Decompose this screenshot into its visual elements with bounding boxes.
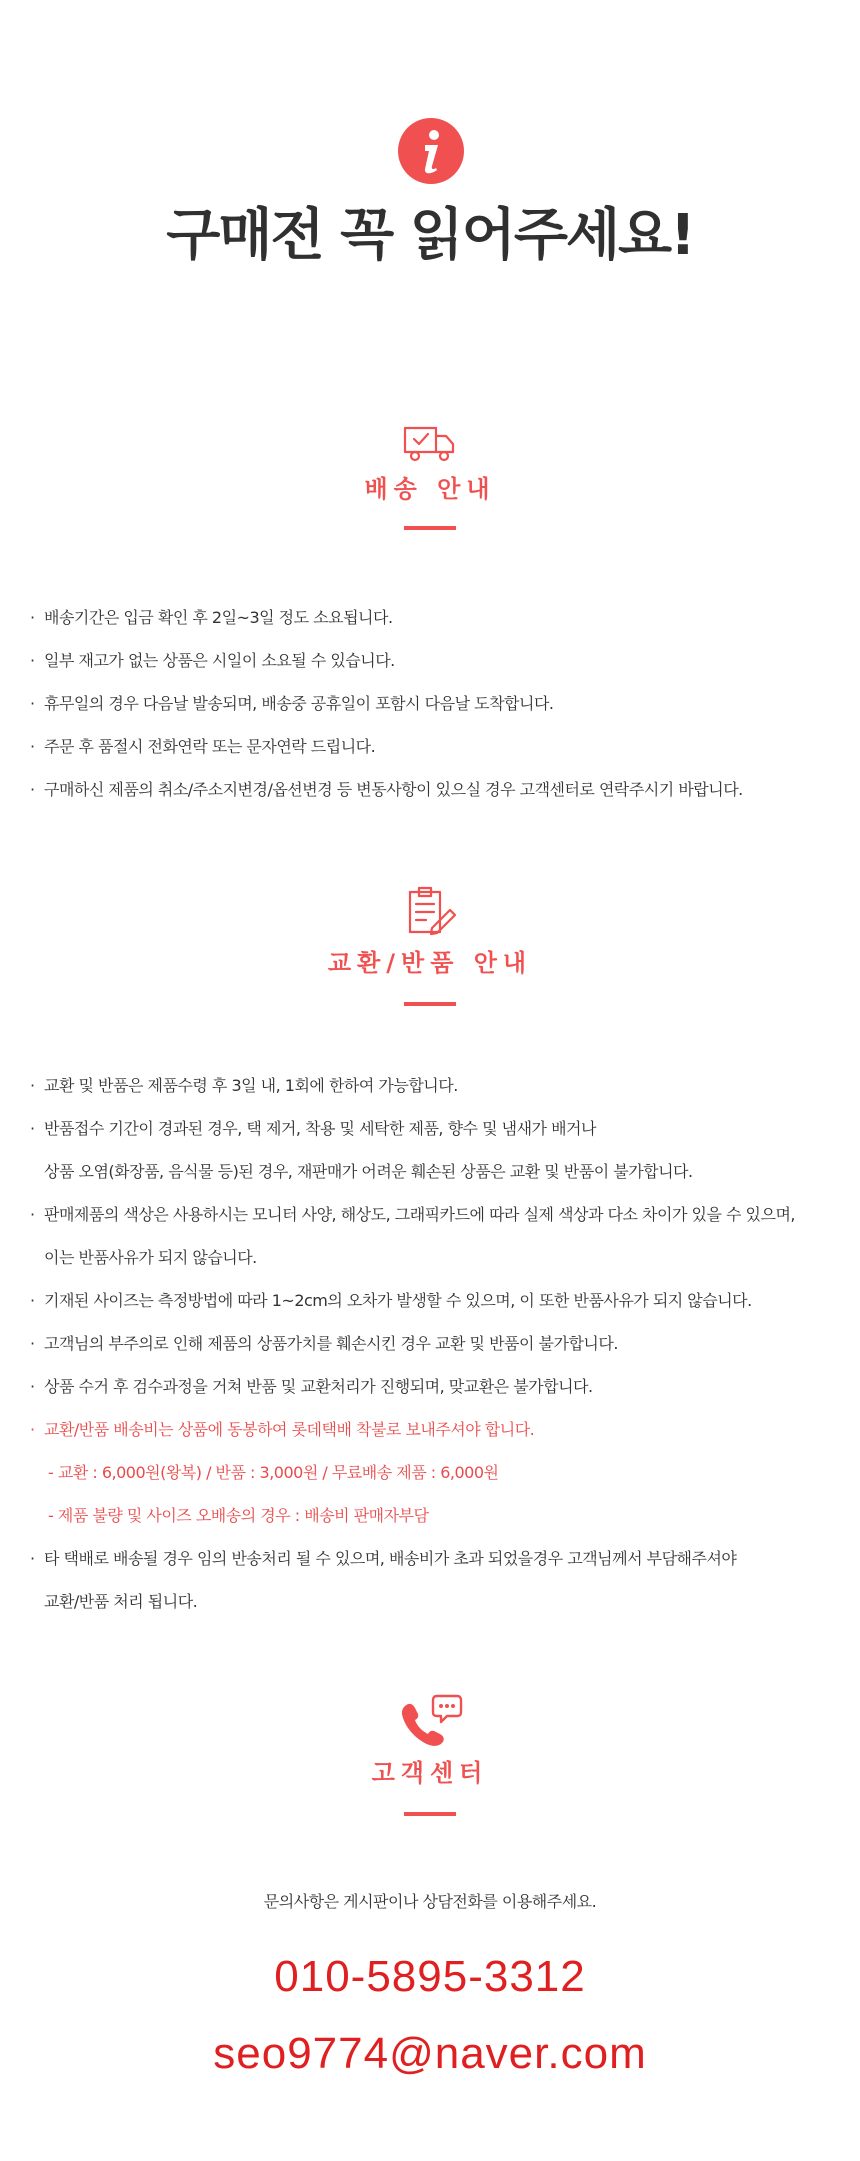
hero-section — [0, 0, 860, 300]
list-item: · 상품 수거 후 검수과정을 거쳐 반품 및 교환처리가 진행되며, 맞교환은 불가합니다. — [30, 1377, 593, 1396]
section-divider — [404, 1812, 456, 1816]
list-item: · 주문 후 품절시 전화연락 또는 문자연락 드립니다. — [30, 737, 376, 756]
exchange-section-head — [0, 884, 860, 1006]
section-divider — [404, 526, 456, 530]
cs-email-address[interactable]: seo9774@naver.com — [213, 2029, 647, 2078]
list-item: · 반품접수 기간이 경과된 경우, 택 제거, 착용 및 세탁한 제품, 향수 및 냄새가 배거나 — [30, 1119, 596, 1138]
list-item: · 구매하신 제품의 취소/주소지변경/옵션변경 등 변동사항이 있으실 경우 고객센터로 연락주시기 바랍니다. — [30, 780, 743, 799]
exchange-list — [30, 1064, 830, 1623]
shipping-fee-detail: - 교환 : 6,000원(왕복) / 반품 : 3,000원 / 무료배송 제품 : 6,000원 — [48, 1463, 499, 1482]
cs-phone-number[interactable]: 010-5895-3312 — [274, 1952, 586, 2001]
list-item: · 일부 재고가 없는 상품은 시일이 소요될 수 있습니다. — [30, 651, 395, 670]
delivery-truck-icon — [402, 424, 458, 464]
shipping-title: 배송 안내 — [364, 475, 496, 503]
list-item: · 고객님의 부주의로 인해 제품의 상품가치를 훼손시킨 경우 교환 및 반품이 불가합니다. — [30, 1334, 618, 1353]
list-item: · 타 택배로 배송될 경우 임의 반송처리 될 수 있으며, 배송비가 초과 되었을경우 고객님께서 부담해주셔야 — [30, 1549, 737, 1568]
cs-section-head — [0, 1692, 860, 1816]
list-item: · 기재된 사이즈는 측정방법에 따라 1~2cm의 오차가 발생할 수 있으며, 이 또한 반품사유가 되지 않습니다. — [30, 1291, 752, 1310]
cs-title: 고객센터 — [371, 1759, 489, 1787]
list-item-continued: 교환/반품 처리 됩니다. — [44, 1592, 198, 1611]
defect-fee-detail: - 제품 불량 및 사이즈 오배송의 경우 : 배송비 판매자부담 — [48, 1506, 429, 1525]
list-item-continued: 이는 반품사유가 되지 않습니다. — [44, 1248, 257, 1267]
phone-chat-icon — [397, 1692, 463, 1748]
list-item: · 휴무일의 경우 다음날 발송되며, 배송중 공휴일이 포함시 다음날 도착합니다. — [30, 694, 554, 713]
exchange-title: 교환/반품 안내 — [327, 949, 533, 977]
section-divider — [404, 1002, 456, 1006]
list-item: · 판매제품의 색상은 사용하시는 모니터 사양, 해상도, 그래픽카드에 따라 실제 색상과 다소 차이가 있을 수 있으며, — [30, 1205, 795, 1224]
shipping-fee-notice: · 교환/반품 배송비는 상품에 동봉하여 롯데택배 착불로 보내주셔야 합니다. — [30, 1420, 535, 1439]
list-item: · 배송기간은 입금 확인 후 2일~3일 정도 소요됩니다. — [30, 608, 393, 627]
cs-description: 문의사항은 게시판이나 상담전화를 이용해주세요. — [263, 1892, 597, 1911]
page-title: 구매전 꼭 읽어주세요! — [166, 203, 694, 268]
shipping-section-head — [0, 424, 860, 530]
list-item: · 교환 및 반품은 제품수령 후 3일 내, 1회에 한하여 가능합니다. — [30, 1076, 458, 1095]
shipping-list — [30, 596, 830, 811]
list-item-continued: 상품 오염(화장품, 음식물 등)된 경우, 재판매가 어려운 훼손된 상품은 교환 및 반품이 불가합니다. — [44, 1162, 693, 1181]
clipboard-pen-icon — [402, 884, 458, 938]
info-icon — [398, 118, 464, 184]
